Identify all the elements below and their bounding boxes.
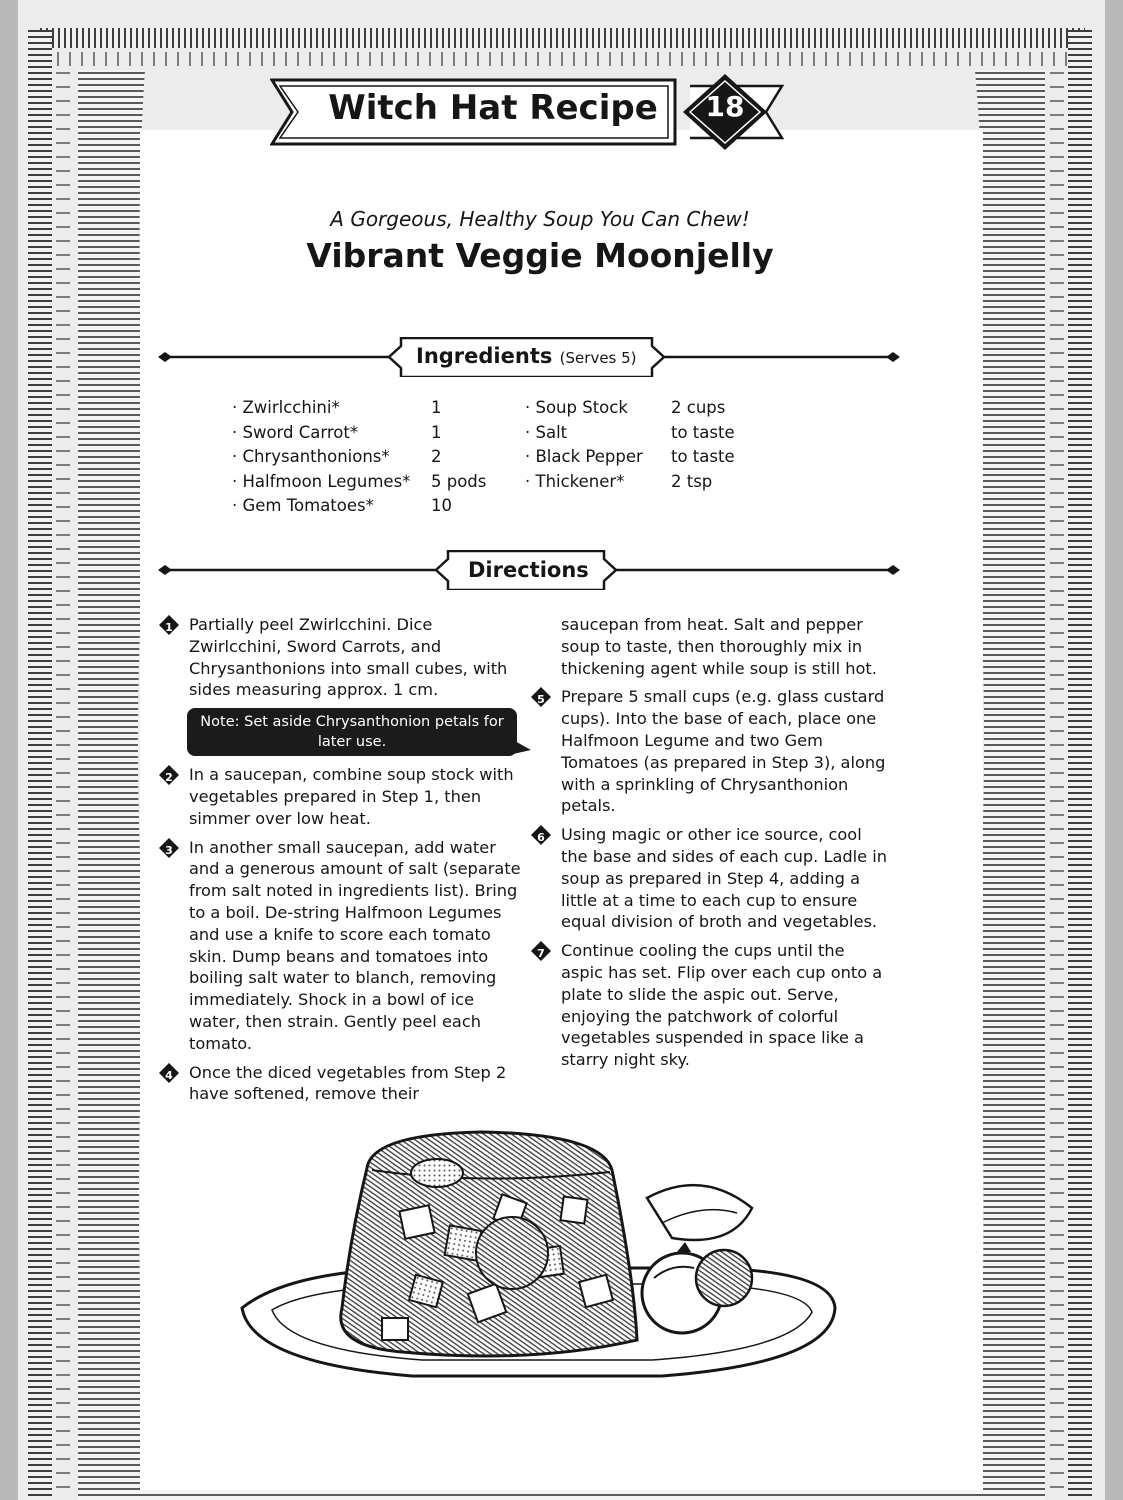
step-number-badge: [159, 838, 179, 858]
ingredient-row: [232, 496, 492, 521]
step-number: 7: [537, 947, 545, 961]
ingredient-qty: 10: [431, 496, 452, 515]
recipe-number-badge: 18: [705, 90, 745, 123]
step-text: Prepare 5 small cups (e.g. glass custard cups). Into the base of each, place one Halfmoon Legume and two Gem Tomatoes (as prepared in Step 3), along with a sprinkling of Chrysanthonion petals.: [561, 687, 886, 816]
ingredient-name: · Black Pepper: [525, 447, 643, 466]
step-number: 6: [537, 831, 545, 845]
step-text: saucepan from heat. Salt and pepper soup to taste, then thoroughly mix in thickening agent while soup is still hot.: [561, 615, 877, 678]
ingredient-name: · Gem Tomatoes*: [232, 496, 374, 515]
ingredient-qty: 2 cups: [671, 398, 726, 417]
note-text: Note: Set aside Chrysanthonion petals for later use.: [200, 714, 504, 751]
ingredients-list-right: [525, 398, 765, 496]
step-text: In another small saucepan, add water and a generous amount of salt (separate from salt noted in ingredients list). Bring to a boil. De-string Halfmoon Legumes and use a knife to score each tomato skin. Dump beans and tomatoes into boiling salt water to blanch, removing immediately. Shock in a bowl of ice water, then strain. Gently peel each tomato.: [189, 837, 521, 1053]
ingredient-qty: 5 pods: [431, 471, 487, 491]
ingredient-qty: 2 tsp: [671, 471, 713, 491]
recipe-title: Vibrant Veggie Moonjelly: [306, 236, 774, 275]
ingredient-row: [525, 472, 765, 497]
moonjelly-illustration: [232, 1128, 842, 1418]
ingredient-qty: 1: [431, 398, 442, 417]
series-title: Witch Hat Recipe: [328, 88, 658, 128]
direction-step: [537, 686, 891, 817]
ingredients-heading: [416, 344, 637, 368]
step-text: Using magic or other ice source, cool the base and sides of each cup. Ladle in soup as prepared in Step 4, adding a little at a time to each cup to ensure equal division of broth and vegetables.: [561, 825, 888, 932]
step-number-badge: [531, 941, 551, 961]
recipe-subtitle: A Gorgeous, Healthy Soup You Can Chew!: [330, 207, 750, 231]
ingredients-heading-text: Ingredients: [416, 344, 553, 368]
step-text: Partially peel Zwirlcchini. Dice Zwirlcchini, Sword Carrots, and Chrysanthonions into small cubes, with sides measuring approx. 1 cm.: [189, 615, 508, 700]
ingredient-row: [232, 447, 492, 472]
step-number-badge: [531, 687, 551, 707]
serves-count: (Serves 5): [559, 349, 637, 367]
ingredient-name: · Chrysanthonions*: [232, 447, 390, 466]
recipe-banner: [270, 72, 790, 152]
direction-step: [165, 764, 527, 829]
step-number-badge: [159, 765, 179, 785]
ingredient-row: [525, 447, 765, 472]
step-number: 3: [165, 843, 173, 857]
ingredient-qty: to taste: [671, 422, 735, 442]
direction-step-continued: [561, 614, 891, 679]
direction-step: [165, 1062, 527, 1106]
ingredient-name: · Salt: [525, 422, 568, 442]
direction-step: [537, 940, 891, 1071]
ingredient-row: [232, 423, 492, 448]
directions-heading: Directions: [468, 558, 589, 582]
ingredients-list-left: [232, 398, 492, 521]
step-number: 4: [165, 1068, 173, 1082]
direction-step: [165, 837, 527, 1055]
step-text: Continue cooling the cups until the aspic has set. Flip over each cup onto a plate to slide the aspic out. Serve, enjoying the patchwork of colorful vegetables suspended in space like a starry night sky.: [561, 941, 883, 1070]
step-number: 2: [165, 771, 173, 785]
ingredient-name: · Thickener*: [525, 471, 625, 491]
step-text: Once the diced vegetables from Step 2 have softened, remove their: [189, 1062, 507, 1104]
ingredient-row: [525, 423, 765, 448]
ingredients-heading-rule: [158, 337, 900, 377]
ingredient-name: · Soup Stock: [525, 398, 628, 417]
step-number: 1: [165, 621, 173, 634]
ingredient-row: [232, 472, 492, 497]
ingredient-name: · Sword Carrot*: [232, 422, 359, 442]
step-number: 5: [537, 693, 545, 707]
step-number-badge: [531, 825, 551, 845]
ingredient-qty: to taste: [671, 447, 735, 466]
directions-column-left: [165, 614, 527, 1112]
step-number-badge: [159, 615, 179, 635]
note-callout: [187, 708, 517, 756]
step-text: In a saucepan, combine soup stock with vegetables prepared in Step 1, then simmer over low heat.: [189, 765, 514, 828]
direction-step: [165, 614, 527, 701]
ingredient-name: · Halfmoon Legumes*: [232, 471, 411, 491]
ingredient-row: [525, 398, 765, 423]
directions-heading-rule: [158, 550, 900, 590]
directions-column-right: [537, 614, 891, 1078]
direction-step: [537, 824, 891, 933]
ingredient-name: · Zwirlcchini*: [232, 398, 340, 417]
ingredient-row: [232, 398, 492, 423]
ingredient-qty: 1: [431, 422, 442, 442]
step-number-badge: [159, 1063, 179, 1083]
ingredient-qty: 2: [431, 447, 442, 466]
